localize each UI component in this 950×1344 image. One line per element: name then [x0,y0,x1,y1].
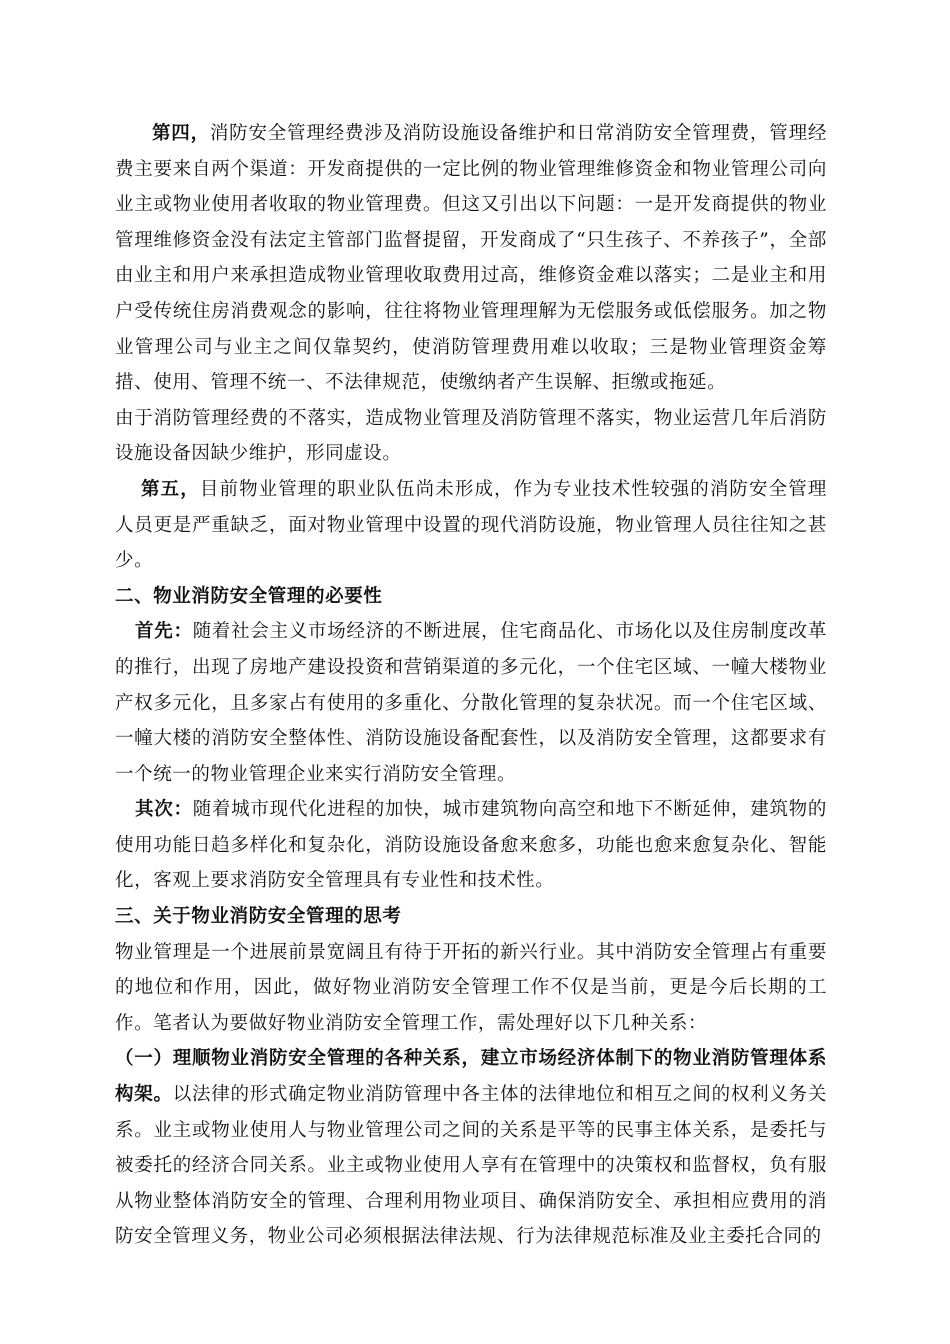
paragraph-text: 随着城市现代化进程的加快，城市建筑物向高空和地下不断延伸，建筑物的使用功能日趋多样化和复杂化，消防设施设备愈来愈多，功能也愈来愈复杂化、智能化，客观上要求消防安全管理具有专业性和技术性。 [115,799,827,892]
section-heading-necessity: 二、物业消防安全管理的必要性 [115,585,383,607]
paragraph-fourth-point [115,116,827,401]
paragraph-text: 目前物业管理的职业队伍尚未形成，作为专业技术性较强的消防安全管理人员更是严重缺乏，面对物业管理中设置的现代消防设施，物业管理人员往往知之甚少。 [115,478,827,572]
paragraph-funding-consequence [115,401,827,472]
paragraph-text: 以法律的形式确定物业消防管理中各主体的法律地位和相互之间的权利义务关系。业主或物业使用人与物业管理公司之间的关系是平等的民事主体关系，是委托与被委托的经济合同关系。业主或物业使用人享有在管理中的决策权和监督权，负有服从物业整体消防安全的管理、合理利用物业项目、确保消防安全、承担相应费用的消防安全管理义务，物业公司必须根据法律法规、行为法律规范标准及业主委托合同的 [115,1084,827,1248]
paragraph-lead: 第四， [152,123,210,144]
paragraph-relationships [115,1041,827,1255]
paragraph-fifth-point [115,472,827,579]
paragraph-industry-intro [115,935,827,1042]
section-heading-thoughts: 三、关于物业消防安全管理的思考 [115,906,402,928]
paragraph-lead: 第五， [141,478,200,500]
paragraph-text: 物业管理是一个进展前景宽阔且有待于开拓的新兴行业。其中消防安全管理占有重要的地位和作用，因此，做好物业消防安全管理工作不仅是当前，更是今后长期的工作。笔者认为要做好物业消防安全管理工作，需处理好以下几种关系： [115,941,827,1034]
paragraph-text: 由于消防管理经费的不落实，造成物业管理及消防管理不落实，物业运营几年后消防设施设备因缺少维护，形同虚设。 [115,407,827,465]
paragraph-lead: 其次： [135,799,193,821]
document-page [115,116,827,1255]
paragraph-lead: （一）理顺物业消防安全管理的各种关系，建立市场经济体制下的物业消防管理体系构架。 [115,1048,827,1106]
paragraph-text: 随着社会主义市场经济的不断进展，住宅商品化、市场化以及住房制度改革的推行，出现了房地产建设投资和营销渠道的多元化，一个住宅区域、一幢大楼物业产权多元化，且多家占有使用的多重化、分散化管理的复杂状况。而一个住宅区域、一幢大楼的消防安全整体性、消防设施设备配套性，以及消防安全管理，这都要求有一个统一的物业管理企业来实行消防安全管理。 [115,621,827,785]
paragraph-lead: 首先： [135,621,193,643]
paragraph-text: 消防安全管理经费涉及消防设施设备维护和日常消防安全管理费，管理经费主要来自两个渠道：开发商提供的一定比例的物业管理维修资金和物业管理公司向业主或物业使用者收取的物业管理费。但这又引出以下问题：一是开发商提供的物业管理维修资金没有法定主管部门监督提留，开发商成了“只生孩子、不养孩子”，全部由业主和用户来承担造成物业管理收取费用过高，维修资金难以落实；二是业主和用户受传统住房消费观念的影响，往往将物业管理理解为无偿服务或低偿服务。加之物业管理公司与业主之间仅靠契约，使消防管理费用难以收取；三是物业管理资金筹措、使用、管理不统一、不法律规范，使缴纳者产生误解、拒缴或拖延。 [115,123,827,394]
paragraph-second-reason [115,792,827,899]
paragraph-first-reason [115,614,827,792]
